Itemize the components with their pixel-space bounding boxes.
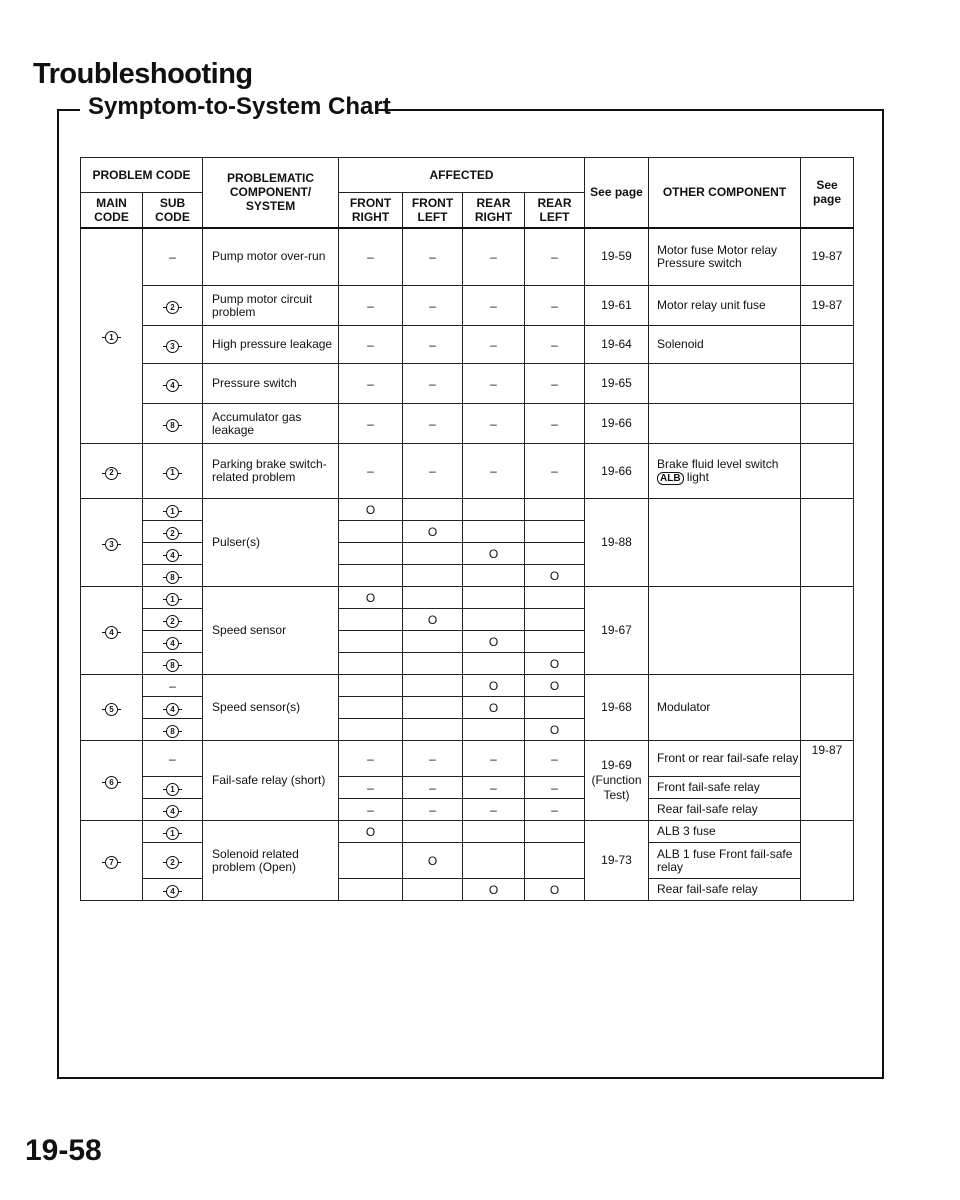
mark-cell: – [339,777,403,799]
sub-code-cell: – [143,675,203,697]
mark-cell: – [403,404,463,444]
sub-code-cell: 4 [143,631,203,653]
mark-cell: – [339,364,403,404]
mark-cell [463,565,525,587]
page-ref-cell: 19-67 [585,587,649,675]
mark-cell: O [463,543,525,565]
mark-cell: – [463,286,525,326]
sub-code-cell: 1 [143,821,203,843]
page-number: 19-58 [25,1134,102,1167]
system-cell: Accumulator gas leakage [203,404,339,444]
col-affected: AFFECTED [339,158,585,193]
system-cell: Speed sensor [203,587,339,675]
mark-cell [339,843,403,879]
sub-code-cell: 4 [143,697,203,719]
main-code-cell: 5 [81,675,143,741]
mark-cell [339,653,403,675]
mark-cell [339,675,403,697]
col-problem-code: PROBLEM CODE [81,158,203,193]
page-ref-cell: 19-61 [585,286,649,326]
other-cell [649,587,801,675]
mark-cell: – [463,444,525,499]
page-ref-cell: 19-69 (Function Test) [585,741,649,821]
col-front-right: FRONT RIGHT [339,193,403,228]
mark-cell: – [525,741,585,777]
mark-cell: O [339,821,403,843]
system-cell: Parking brake switch-related problem [203,444,339,499]
mark-cell: O [525,565,585,587]
system-cell: Pump motor circuit problem [203,286,339,326]
sub-code-cell: – [143,228,203,286]
system-cell: Fail-safe relay (short) [203,741,339,821]
mark-cell [463,719,525,741]
table-row [81,777,854,799]
sub-code-cell: 8 [143,653,203,675]
other-cell: Front or rear fail-safe relay [649,741,801,777]
sub-code-cell: 8 [143,719,203,741]
other-cell: Rear fail-safe relay [649,799,801,821]
mark-cell: – [525,364,585,404]
mark-cell [525,521,585,543]
mark-cell: – [463,741,525,777]
mark-cell [525,821,585,843]
sub-code-cell: 4 [143,799,203,821]
table-row [81,843,854,879]
mark-cell [339,543,403,565]
sub-code-cell: 1 [143,444,203,499]
mark-cell: O [463,697,525,719]
sub-code-cell: 1 [143,777,203,799]
sub-code-cell: – [143,741,203,777]
mark-cell: O [403,843,463,879]
col-system: PROBLEMATIC COMPONENT/ SYSTEM [203,158,339,228]
mark-cell [403,587,463,609]
page-ref-cell: 19-68 [585,675,649,741]
mark-cell [463,609,525,631]
mark-cell [403,565,463,587]
mark-cell: – [339,286,403,326]
section-subtitle: Symptom-to-System Chart [88,93,391,120]
page-ref-cell: 19-65 [585,364,649,404]
other-cell [649,404,801,444]
other-page-cell [801,821,854,901]
mark-cell: O [463,879,525,901]
mark-cell [403,879,463,901]
page-ref-cell: 19-64 [585,326,649,364]
other-page-cell: 19-87 [801,228,854,286]
other-cell: Modulator [649,675,801,741]
mark-cell [403,821,463,843]
mark-cell [339,521,403,543]
mark-cell: – [339,228,403,286]
mark-cell [463,843,525,879]
page-ref-cell: 19-88 [585,499,649,587]
mark-cell: – [463,777,525,799]
other-page-cell [801,499,854,587]
code-symbol: 1 [102,331,121,344]
mark-cell: – [525,326,585,364]
mark-cell [525,609,585,631]
sub-code-cell: 4 [143,364,203,404]
main-code-cell: 6 [81,741,143,821]
mark-cell: – [463,799,525,821]
mark-cell [463,499,525,521]
mark-cell [403,719,463,741]
col-rear-left: REAR LEFT [525,193,585,228]
table-row [81,799,854,821]
mark-cell: – [463,326,525,364]
mark-cell: O [463,675,525,697]
mark-cell: – [339,326,403,364]
mark-cell: – [525,444,585,499]
col-front-left: FRONT LEFT [403,193,463,228]
mark-cell: – [339,444,403,499]
other-page-cell [801,675,854,741]
system-cell: Speed sensor(s) [203,675,339,741]
main-code-cell: 7 [81,821,143,901]
alb-badge: ALB [657,472,684,485]
mark-cell [403,697,463,719]
other-page-cell [801,364,854,404]
system-cell: Solenoid related problem (Open) [203,821,339,901]
main-code-cell: 2 [81,444,143,499]
other-cell: Solenoid [649,326,801,364]
sub-code-cell: 2 [143,286,203,326]
mark-cell: O [525,653,585,675]
mark-cell: – [403,286,463,326]
col-sub-code: SUB CODE [143,193,203,228]
col-see-page: See page [585,158,649,228]
system-cell: Pulser(s) [203,499,339,587]
col-see-page-2: See page [801,158,854,228]
mark-cell: O [403,609,463,631]
mark-cell [339,879,403,901]
mark-cell [403,499,463,521]
col-main-code: MAIN CODE [81,193,143,228]
other-page-cell [801,587,854,675]
mark-cell [525,697,585,719]
other-page-cell: 19-87 [801,286,854,326]
mark-cell: – [525,777,585,799]
table-row [81,879,854,901]
other-cell [649,364,801,404]
other-cell: Rear fail-safe relay [649,879,801,901]
mark-cell: – [339,799,403,821]
mark-cell: – [403,364,463,404]
mark-cell: – [403,326,463,364]
mark-cell: – [339,741,403,777]
symptom-chart-table [80,157,854,901]
table-row [81,675,854,697]
other-page-cell [801,326,854,364]
other-page-cell: 19-87 [801,741,854,821]
mark-cell [463,521,525,543]
mark-cell [403,653,463,675]
mark-cell [525,587,585,609]
mark-cell [525,543,585,565]
other-cell [649,499,801,587]
sub-code-cell: 4 [143,543,203,565]
mark-cell: – [525,799,585,821]
page-ref-cell: 19-59 [585,228,649,286]
table-row [81,821,854,843]
mark-cell: O [525,719,585,741]
mark-cell [403,675,463,697]
main-code-cell: 4 [81,587,143,675]
other-cell: ALB 3 fuse [649,821,801,843]
main-code-cell [81,228,143,444]
table-row [81,444,854,499]
page-ref-cell: 19-66 [585,444,649,499]
mark-cell [403,543,463,565]
system-cell: Pump motor over-run [203,228,339,286]
mark-cell [463,821,525,843]
table-row [81,286,854,326]
mark-cell [403,631,463,653]
other-cell: ALB 1 fuse Front fail-safe relay [649,843,801,879]
mark-cell: – [525,286,585,326]
other-cell: Motor fuse Motor relay Pressure switch [649,228,801,286]
mark-cell: O [339,587,403,609]
other-cell [649,444,801,499]
col-rear-right: REAR RIGHT [463,193,525,228]
mark-cell [463,587,525,609]
mark-cell: – [403,444,463,499]
mark-cell [463,653,525,675]
sub-code-cell: 2 [143,521,203,543]
mark-cell [339,565,403,587]
system-cell: Pressure switch [203,364,339,404]
main-code-cell: 3 [81,499,143,587]
mark-cell: O [403,521,463,543]
mark-cell: – [339,404,403,444]
col-other: OTHER COMPONENT [649,158,801,228]
mark-cell: – [525,404,585,444]
mark-cell [525,499,585,521]
sub-code-cell: 1 [143,499,203,521]
table-row [81,587,854,609]
page-ref-cell: 19-66 [585,404,649,444]
other-page-cell [801,444,854,499]
mark-cell [339,631,403,653]
table-row [81,404,854,444]
mark-cell [339,609,403,631]
mark-cell [339,719,403,741]
table-row [81,741,854,777]
mark-cell: – [525,228,585,286]
other-cell: Motor relay unit fuse [649,286,801,326]
mark-cell: O [525,675,585,697]
other-text: Brake fluid level switch [657,456,779,471]
system-cell: High pressure leakage [203,326,339,364]
mark-cell [339,697,403,719]
mark-cell: – [403,741,463,777]
other-cell: Front fail-safe relay [649,777,801,799]
page-title: Troubleshooting [33,58,253,90]
mark-cell: – [463,364,525,404]
sub-code-cell: 3 [143,326,203,364]
sub-code-cell: 2 [143,609,203,631]
other-page-cell [801,404,854,444]
mark-cell: – [403,799,463,821]
table-row [81,326,854,364]
mark-cell: O [339,499,403,521]
mark-cell: O [525,879,585,901]
mark-cell: – [463,228,525,286]
sub-code-cell: 1 [143,587,203,609]
sub-code-cell: 2 [143,843,203,879]
table-row [81,364,854,404]
sub-code-cell: 8 [143,565,203,587]
sub-code-cell: 8 [143,404,203,444]
sub-code-cell: 4 [143,879,203,901]
mark-cell: – [403,777,463,799]
mark-cell [525,843,585,879]
page-ref-cell: 19-73 [585,821,649,901]
mark-cell: – [463,404,525,444]
light-text: light [686,469,709,484]
mark-cell: – [403,228,463,286]
table-row [81,228,854,286]
mark-cell [525,631,585,653]
table-row [81,499,854,521]
mark-cell: O [463,631,525,653]
